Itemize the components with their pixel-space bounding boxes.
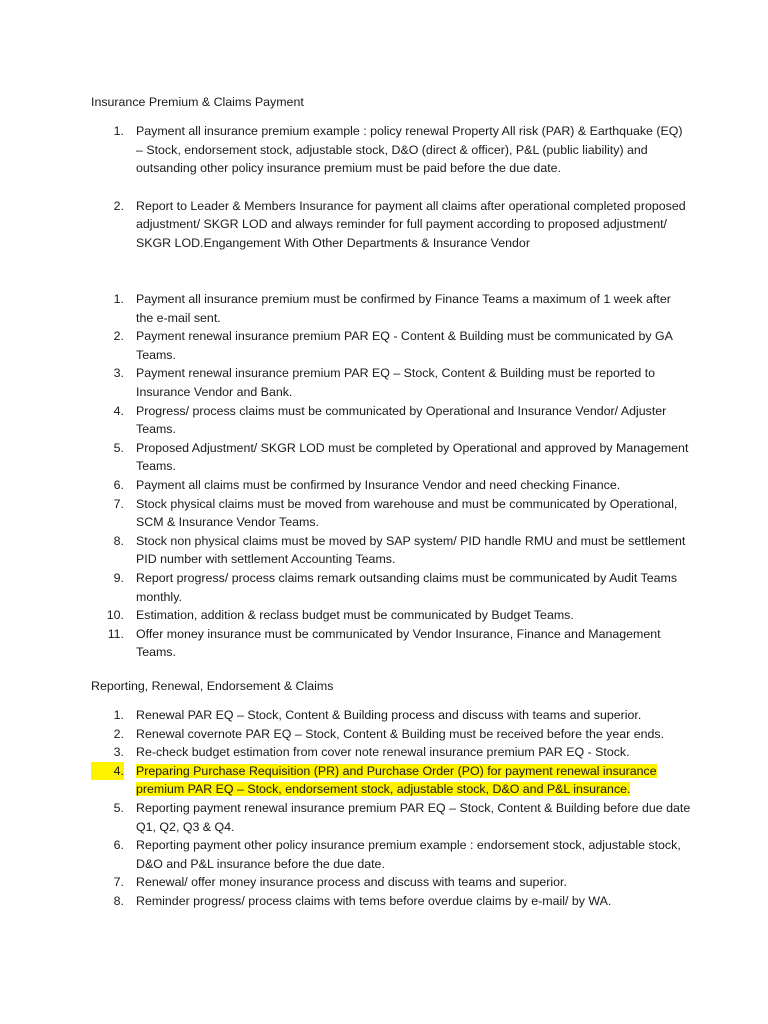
list-number: 4.	[91, 762, 124, 781]
list-item	[91, 364, 691, 401]
list-text: Payment all claims must be confirmed by Insurance Vendor and need checking Finance.	[136, 477, 621, 492]
list-text: Report to Leader & Members Insurance for payment all claims after operational completed proposed adjustment/ SKGR LOD and always reminder for full payment according to proposed adjustment/ SKGR LOD.Engangement With Other Departments & Insurance Vendor	[136, 198, 686, 250]
list-item	[91, 476, 691, 495]
list-text: Stock physical claims must be moved from warehouse and must be communicated by Operational, SCM & Insurance Vendor Teams.	[136, 496, 678, 530]
list-item	[91, 532, 691, 569]
list-item	[91, 706, 691, 725]
list-number: 7.	[113, 496, 124, 511]
list-number: 1.	[113, 708, 124, 722]
list-text: Renewal/ offer money insurance process and discuss with teams and superior.	[136, 875, 567, 890]
list-text: Re-check budget estimation from cover note renewal insurance premium PAR EQ - Stock.	[136, 745, 630, 760]
list-text: Reminder progress/ process claims with tems before overdue claims by e-mail/ by WA.	[136, 893, 612, 908]
list-item	[91, 327, 691, 364]
list-text: Payment renewal insurance premium PAR EQ – Stock, Content & Building must be reported to Insurance Vendor and Bank.	[136, 366, 656, 399]
list-item	[91, 290, 691, 327]
reporting-list	[91, 706, 691, 911]
list-text: Progress/ process claims must be communicated by Operational and Insurance Vendor/ Adjuster Teams.	[136, 403, 667, 437]
list-number: 4.	[113, 403, 124, 418]
list-text: Estimation, addition & reclass budget must be communicated by Budget Teams.	[136, 608, 574, 623]
list-text: Reporting payment other policy insurance premium example : endorsement stock, adjustable stock, D&O and P&L insurance before the due date.	[136, 838, 681, 871]
list-number: 1.	[113, 292, 124, 306]
list-number: 8.	[113, 533, 124, 548]
premium-claims-list	[91, 122, 691, 253]
list-text: Reporting payment renewal insurance premium PAR EQ – Stock, Content & Building before due date Q1, Q2, Q3 & Q4.	[136, 800, 691, 834]
list-text: Stock non physical claims must be moved by SAP system/ PID handle RMU and must be settlement PID number with settlement Accounting Teams.	[136, 533, 686, 567]
list-number: 2.	[113, 198, 124, 213]
list-item	[91, 439, 691, 476]
list-item	[91, 725, 691, 744]
list-item	[91, 122, 691, 178]
list-text: Report progress/ process claims remark outsanding claims must be communicated by Audit Teams monthly.	[136, 570, 678, 604]
list-text: Offer money insurance must be communicated by Vendor Insurance, Finance and Management Teams.	[136, 626, 661, 660]
section-heading-reporting: Reporting, Renewal, Endorsement & Claims	[91, 679, 334, 693]
list-text: Preparing Purchase Requisition (PR) and Purchase Order (PO) for payment renewal insurance premium PAR EQ – Stock, endorsement stock, adjustable stock, D&O and P&L insurance.	[136, 763, 657, 797]
list-item	[91, 197, 691, 253]
list-item	[91, 743, 691, 762]
list-number: 7.	[113, 875, 124, 890]
list-item	[91, 873, 691, 892]
list-item	[91, 625, 691, 662]
section-heading-premium-claims: Insurance Premium & Claims Payment	[91, 95, 304, 109]
list-number: 3.	[113, 745, 124, 760]
list-item	[91, 892, 691, 911]
list-item	[91, 606, 691, 625]
list-item	[91, 402, 691, 439]
list-number: 6.	[113, 838, 124, 853]
engagement-list	[91, 290, 691, 662]
list-number: 6.	[113, 477, 124, 492]
list-text: Renewal covernote PAR EQ – Stock, Content & Building must be received before the year ends.	[136, 726, 665, 741]
list-text: Payment renewal insurance premium PAR EQ - Content & Building must be communicated by GA Teams.	[136, 329, 673, 362]
list-number: 8.	[113, 893, 124, 908]
list-number: 5.	[113, 800, 124, 815]
list-number: 3.	[113, 366, 124, 381]
list-item	[91, 799, 691, 836]
list-text: Renewal PAR EQ – Stock, Content & Building process and discuss with teams and superior.	[136, 708, 642, 722]
list-item	[91, 836, 691, 873]
list-text: Proposed Adjustment/ SKGR LOD must be completed by Operational and approved by Management Teams.	[136, 440, 689, 474]
list-text: Payment all insurance premium must be confirmed by Finance Teams a maximum of 1 week after the e-mail sent.	[136, 292, 671, 325]
list-item	[91, 495, 691, 532]
list-number: 5.	[113, 440, 124, 455]
list-number: 2.	[113, 726, 124, 741]
list-number: 2.	[113, 329, 124, 344]
list-number: 10.	[106, 608, 124, 623]
list-item-highlighted	[91, 762, 691, 799]
list-number: 9.	[113, 570, 124, 585]
list-number: 1.	[113, 124, 124, 138]
list-number: 11.	[107, 626, 124, 641]
list-text: Payment all insurance premium example : policy renewal Property All risk (PAR) & Earthquake (EQ) – Stock, endorsement stock, adjustable stock, D&O (direct & officer), P&L (public liability) and outsanding other policy insurance premium must be paid before the due date.	[136, 124, 683, 176]
list-item	[91, 569, 691, 606]
